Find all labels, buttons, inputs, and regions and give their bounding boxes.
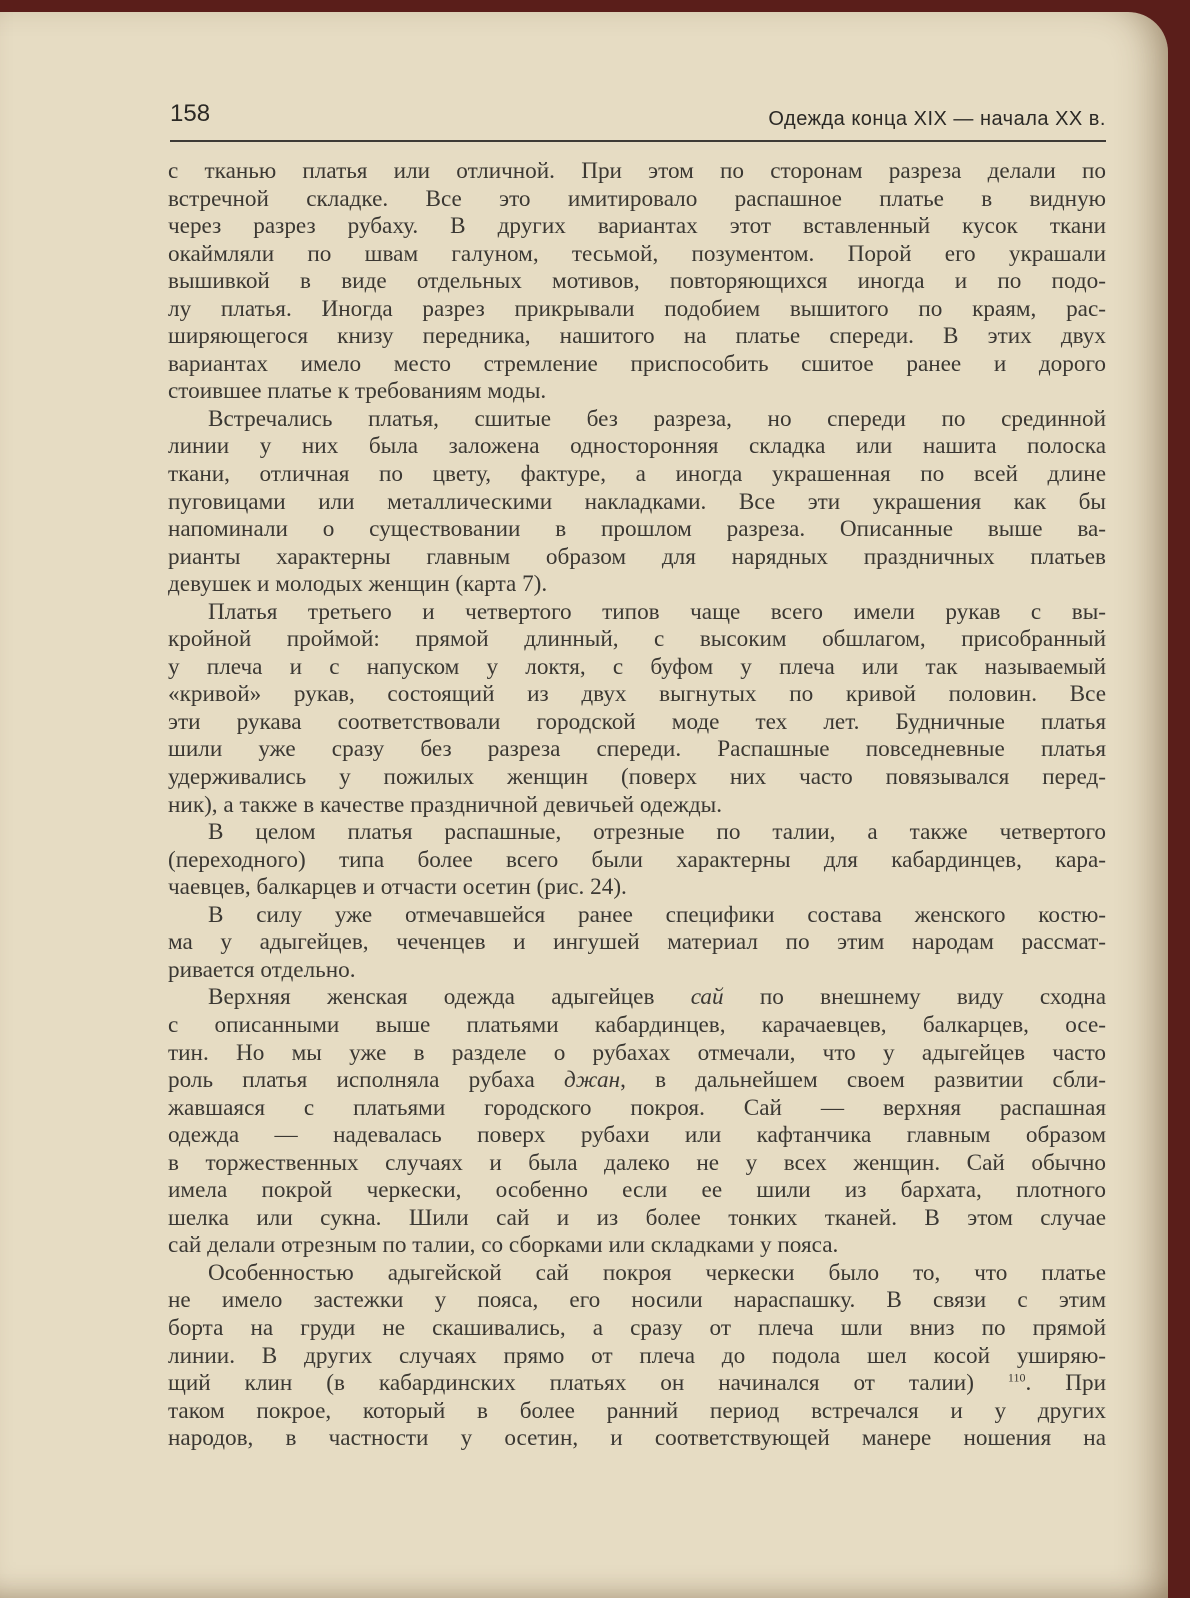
text-segment: щий клин (в кабардинских платьях он начинался от талии) [168, 1370, 1008, 1397]
text-line: стоившее платье к требованиям моды. [168, 378, 547, 405]
body-text [168, 158, 1106, 1453]
text-line [168, 984, 1106, 1012]
text-segment: , в дальнейшем своем развитии сбли- [620, 1067, 1106, 1094]
text-line: имела покрой черкески, особенно если ее шили из бархата, плотного [168, 1177, 1106, 1204]
text-line: девушек и молодых женщин (карта 7). [168, 571, 548, 598]
text-line: народов, в частности у осетин, и соответствующей манере ношения на [168, 1425, 1106, 1452]
text-segment: роль платья исполняла рубаха [168, 1067, 565, 1094]
text-line: ривается отдельно. [168, 956, 356, 983]
text-line: удерживались у пожилых женщин (поверх них часто повязывался перед- [168, 764, 1106, 791]
page-number: 158 [170, 100, 211, 127]
text-line: тин. Но мы уже в разделе о рубахах отмечали, что у адыгейцев часто [168, 1039, 1106, 1066]
text-line: сай делали отрезным по талии, со сборками или складками у пояса. [168, 1232, 839, 1259]
text-line: (переходного) типа более всего были характерны для кабардинцев, кара- [168, 846, 1106, 873]
text-line [168, 1370, 1106, 1398]
text-line: пуговицами или металлическими накладками. Все эти украшения как бы [168, 488, 1106, 515]
page-header [170, 100, 1106, 142]
text-line: кройной проймой: прямой длинный, с высоким обшлагом, присобранный [168, 626, 1106, 653]
text-line [168, 1067, 1106, 1095]
text-line: «кривой» рукав, состоящий из двух выгнутых по кривой половин. Все [168, 681, 1106, 708]
text-line: одежда — надевалась поверх рубахи или кафтанчика главным образом [168, 1122, 1106, 1149]
text-line: вариантах имело место стремление приспособить сшитое ранее и дорого [168, 350, 1106, 377]
text-line: В силу уже отмечавшейся ранее специфики состава женского костю- [208, 901, 1106, 928]
footnote-ref: 110 [1007, 1370, 1026, 1385]
text-line: не имело застежки у пояса, его носили нараспашку. В связи с этим [168, 1287, 1106, 1314]
italic-term: джан [564, 1067, 621, 1094]
text-line: борта на груди не скашивались, а сразу от плеча шли вниз по прямой [168, 1314, 1106, 1341]
text-line: ма у адыгейцев, чеченцев и ингушей материал по этим народам рассмат- [168, 929, 1106, 956]
text-line: Платья третьего и четвертого типов чаще всего имели рукав с вы- [208, 598, 1106, 625]
text-line: чаевцев, балкарцев и отчасти осетин (рис. 24). [168, 874, 627, 901]
text-line: рианты характерны главным образом для нарядных праздничных платьев [168, 543, 1106, 570]
text-line: Встречались платья, сшитые без разреза, но спереди по срединной [208, 405, 1106, 432]
text-line: линии. В других случаях прямо от плеча до подола шел косой уширяю- [168, 1342, 1106, 1369]
text-line: с описанными выше платьями кабардинцев, карачаевцев, балкарцев, осе- [168, 1011, 1106, 1038]
text-line: линии у них была заложена односторонняя складка или нашита полоска [168, 433, 1106, 460]
text-line: встречной складке. Все это имитировало распашное платье в видную [168, 185, 1106, 212]
text-line: напоминали о существовании в прошлом разреза. Описанные выше ва- [168, 516, 1106, 543]
running-title: Одежда конца XIX — начала XX в. [768, 108, 1106, 130]
text-line: таком покрое, который в более ранний период встречался и у других [168, 1397, 1106, 1424]
text-line: жавшаяся с платьями городского покроя. Сай — верхняя распашная [168, 1094, 1106, 1121]
text-segment: Верхняя женская одежда адыгейцев [208, 984, 691, 1011]
text-line: лу платья. Иногда разрез прикрывали подобием вышитого по краям, рас- [168, 295, 1106, 322]
text-line: ник), а также в качестве праздничной девичьей одежды. [168, 791, 723, 818]
text-line: Особенностью адыгейской сай покроя черкески было то, что платье [208, 1259, 1106, 1286]
text-line: вышивкой в виде отдельных мотивов, повторяющихся иногда и по подо- [168, 268, 1106, 295]
text-line: через разрез рубаху. В других вариантах этот вставленный кусок ткани [168, 213, 1106, 240]
text-line: у плеча и с напуском у локтя, с буфом у плеча или так называемый [168, 653, 1106, 680]
text-segment: . При [1025, 1370, 1106, 1397]
text-line: с тканью платья или отличной. При этом по сторонам разреза делали по [168, 158, 1106, 184]
text-segment: по внешнему виду сходна [723, 984, 1106, 1011]
text-line: ткани, отличная по цвету, фактуре, а иногда украшенная по всей длине [168, 461, 1106, 488]
text-line: ширяющегося книзу передника, нашитого на платье спереди. В этих двух [168, 323, 1106, 350]
text-line: В целом платья распашные, отрезные по талии, а также четвертого [208, 819, 1106, 846]
text-line: в торжественных случаях и была далеко не у всех женщин. Сай обычно [168, 1149, 1106, 1176]
italic-term: сай [690, 984, 724, 1011]
text-line: шелка или сукна. Шили сай и из более тонких тканей. В этом случае [168, 1204, 1106, 1231]
text-line: эти рукава соответствовали городской моде тех лет. Будничные платья [168, 708, 1106, 735]
text-line: окаймляли по швам галуном, тесьмой, позументом. Порой его украшали [168, 240, 1106, 267]
text-line: шили уже сразу без разреза спереди. Распашные повседневные платья [168, 736, 1106, 763]
